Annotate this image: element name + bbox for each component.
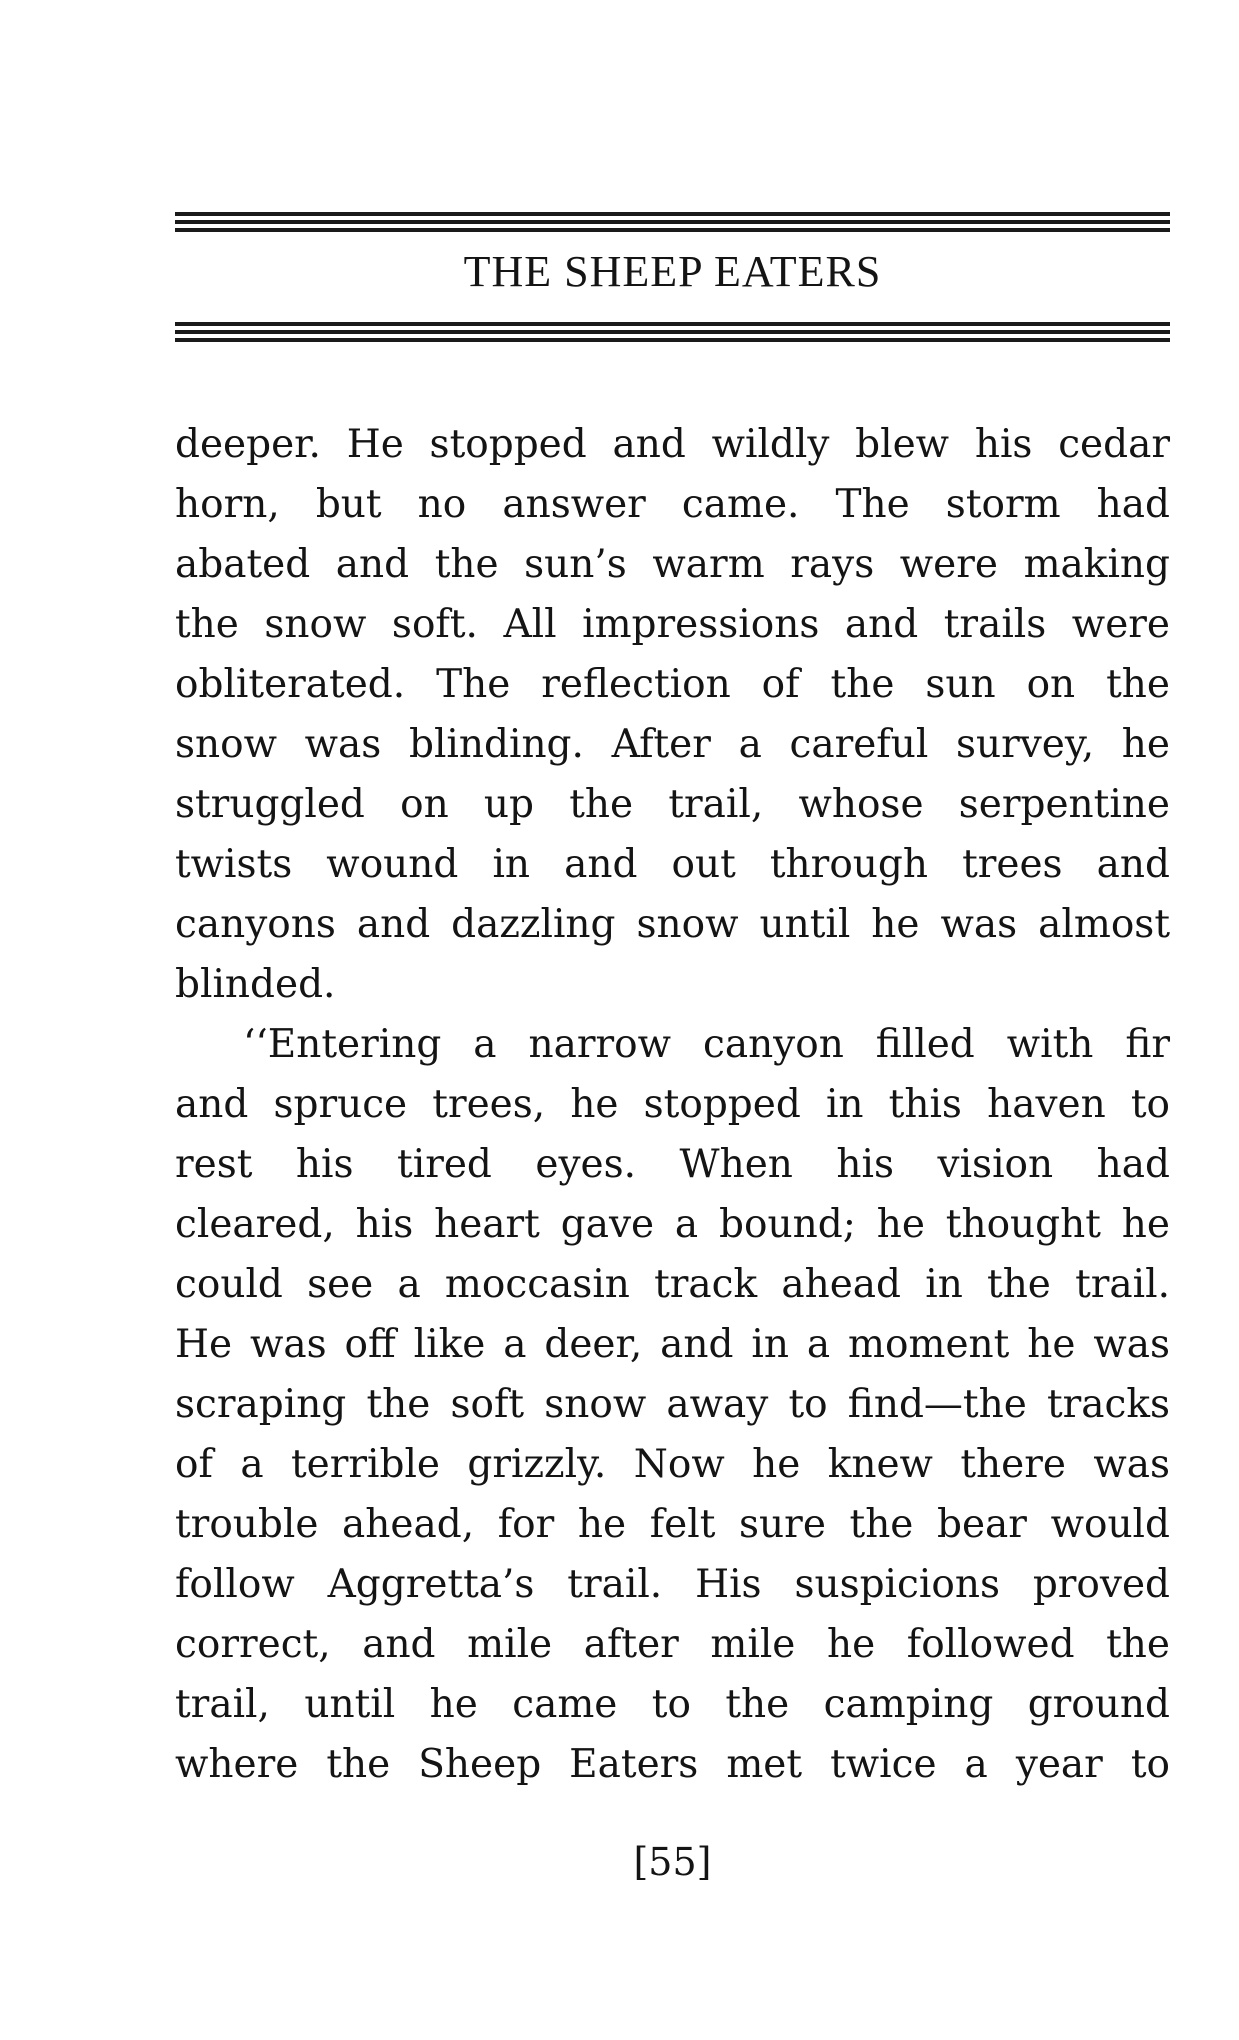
header-top-rule <box>175 212 1170 236</box>
text-line: horn, but no answer came. The storm had <box>175 482 1170 527</box>
text-line: canyons and dazzling snow until he was almost <box>175 902 1170 947</box>
text-line: where the Sheep Eaters met twice a year to <box>175 1742 1170 1787</box>
text-line: trail, until he came to the camping ground <box>175 1682 1170 1727</box>
running-title: THE SHEEP EATERS <box>463 247 882 296</box>
text-line: cleared, his heart gave a bound; he thought he <box>175 1202 1170 1247</box>
text-line: struggled on up the trail, whose serpentine <box>175 782 1170 827</box>
text-line: twists wound in and out through trees and <box>175 842 1170 887</box>
text-line: deeper. He stopped and wildly blew his cedar <box>175 422 1170 467</box>
text-line: and spruce trees, he stopped in this haven to <box>175 1082 1170 1127</box>
page-number: [55] <box>633 1840 712 1884</box>
text-line: follow Aggretta’s trail. His suspicions proved <box>175 1562 1170 1607</box>
text-line: scraping the soft snow away to find—the tracks <box>175 1382 1170 1427</box>
header-bottom-rule <box>175 322 1170 346</box>
text-line: snow was blinding. After a careful survey, he <box>175 722 1170 767</box>
text-line: abated and the sun’s warm rays were making <box>175 542 1170 587</box>
text-line: blinded. <box>175 962 336 1007</box>
text-line: could see a moccasin track ahead in the trail. <box>175 1262 1170 1307</box>
text-line: He was off like a deer, and in a moment he was <box>175 1322 1170 1367</box>
text-line: rest his tired eyes. When his vision had <box>175 1142 1170 1187</box>
text-line: correct, and mile after mile he followed the <box>175 1622 1170 1667</box>
text-line: ‘‘Entering a narrow canyon filled with fir <box>243 1022 1170 1067</box>
text-line: trouble ahead, for he felt sure the bear would <box>175 1502 1170 1547</box>
text-line: of a terrible grizzly. Now he knew there was <box>175 1442 1170 1487</box>
text-line: obliterated. The reflection of the sun on the <box>175 662 1170 707</box>
text-line: the snow soft. All impressions and trails were <box>175 602 1170 647</box>
body-text <box>175 415 1170 1795</box>
